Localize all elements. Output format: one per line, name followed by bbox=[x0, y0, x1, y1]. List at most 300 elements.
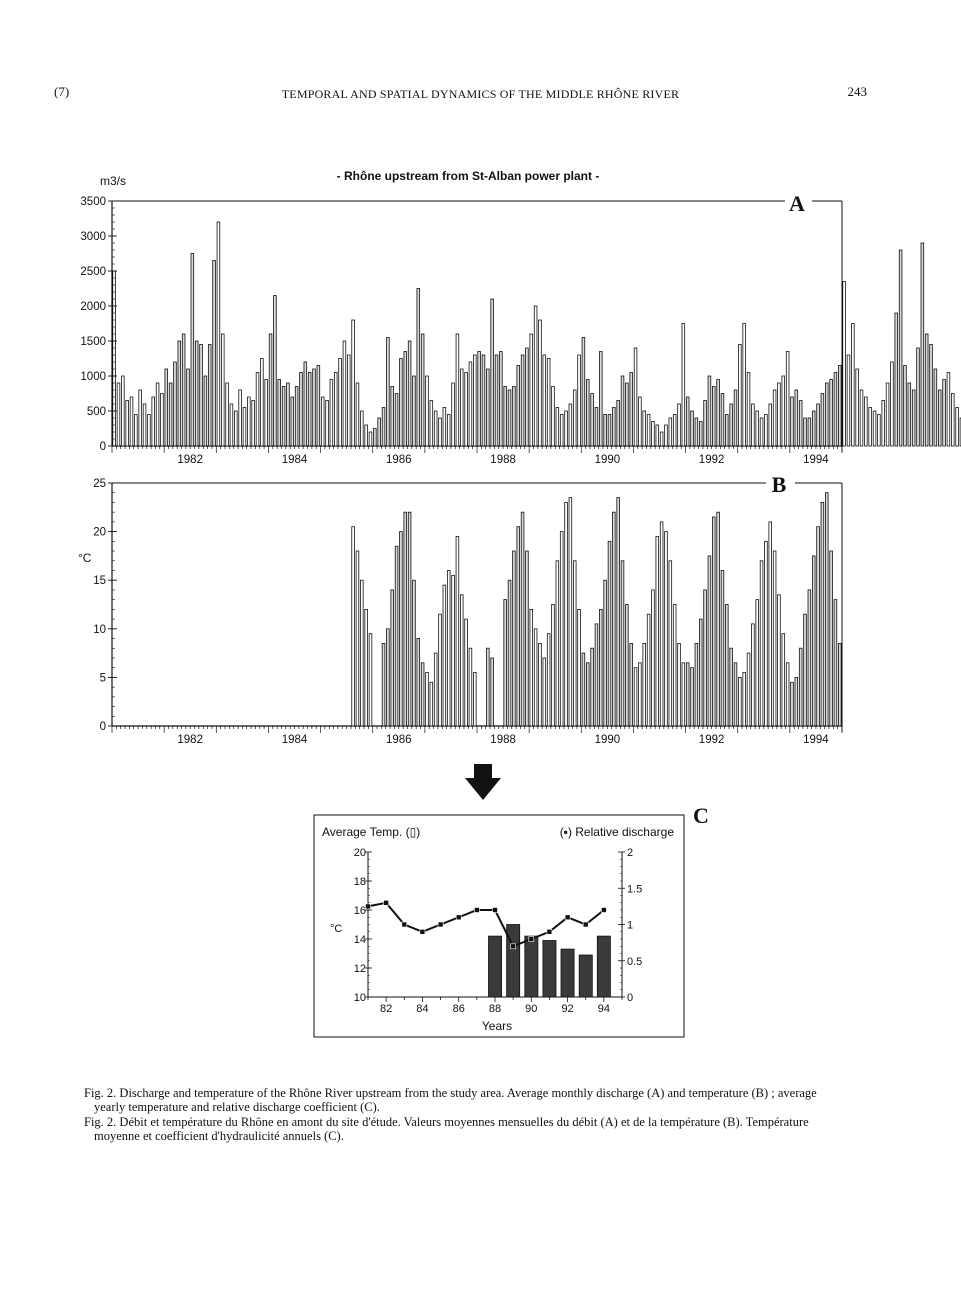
y-tick-label: 10 bbox=[93, 623, 106, 636]
data-bar bbox=[413, 580, 416, 726]
relative-discharge-point bbox=[547, 929, 552, 934]
data-bar bbox=[825, 383, 828, 446]
panel-a bbox=[80, 169, 961, 466]
data-bar bbox=[821, 394, 824, 447]
data-bar bbox=[804, 614, 807, 726]
data-bar bbox=[456, 334, 459, 446]
data-bar bbox=[891, 362, 894, 446]
data-bar bbox=[530, 609, 533, 726]
c-right-tick-label: 1 bbox=[627, 919, 634, 932]
data-bar bbox=[578, 609, 581, 726]
y-tick-label: 3000 bbox=[80, 231, 106, 243]
data-bar bbox=[691, 668, 694, 726]
data-bar bbox=[704, 401, 707, 447]
data-bar bbox=[208, 345, 211, 447]
data-bar bbox=[343, 341, 346, 446]
data-bar bbox=[760, 561, 763, 726]
y-tick-label: 0 bbox=[99, 721, 106, 733]
x-tick-label: 1994 bbox=[803, 734, 829, 746]
data-bar bbox=[595, 408, 598, 447]
relative-discharge-point bbox=[420, 929, 425, 934]
data-bar bbox=[717, 380, 720, 447]
c-left-tick-label: 14 bbox=[353, 934, 366, 946]
x-tick-label: 1994 bbox=[803, 454, 829, 466]
x-tick-label: 1992 bbox=[698, 734, 725, 746]
data-bar bbox=[148, 415, 151, 447]
data-bar bbox=[334, 373, 337, 447]
relative-discharge-point bbox=[583, 922, 588, 927]
data-bar bbox=[586, 663, 589, 726]
data-bar bbox=[760, 418, 763, 446]
data-bar bbox=[608, 415, 611, 447]
data-bar bbox=[643, 411, 646, 446]
panel-c-left-unit: °C bbox=[330, 923, 343, 935]
y-tick-label: 15 bbox=[93, 575, 106, 588]
data-bar bbox=[734, 390, 737, 446]
y-tick-label: 2000 bbox=[80, 301, 106, 313]
data-bar bbox=[300, 373, 303, 447]
data-bar bbox=[426, 673, 429, 727]
data-bar bbox=[730, 404, 733, 446]
data-bar bbox=[899, 250, 902, 446]
data-bar bbox=[865, 397, 868, 446]
panel-c-left-legend: Average Temp. (▯) bbox=[322, 825, 421, 839]
data-bar bbox=[287, 383, 290, 446]
data-bar bbox=[478, 352, 481, 447]
data-bar bbox=[430, 682, 433, 726]
data-bar bbox=[739, 345, 742, 447]
data-bar bbox=[543, 355, 546, 446]
data-bar bbox=[130, 397, 133, 446]
data-bar bbox=[552, 605, 555, 727]
c-x-tick-label: 86 bbox=[452, 1003, 465, 1015]
temperature-bar bbox=[525, 936, 538, 997]
data-bar bbox=[473, 355, 476, 446]
data-bar bbox=[569, 498, 572, 726]
data-bar bbox=[665, 425, 668, 446]
data-bar bbox=[582, 338, 585, 447]
data-bar bbox=[473, 673, 476, 727]
data-bar bbox=[943, 380, 946, 447]
data-bar bbox=[917, 348, 920, 446]
c-x-tick-label: 84 bbox=[416, 1003, 429, 1015]
data-bar bbox=[786, 352, 789, 447]
data-bar bbox=[752, 624, 755, 726]
data-bar bbox=[534, 629, 537, 726]
panel-a-title: - Rhône upstream from St-Alban power plant - bbox=[336, 169, 600, 183]
data-bar bbox=[421, 663, 424, 726]
data-bar bbox=[604, 580, 607, 726]
data-bar bbox=[408, 512, 411, 726]
data-bar bbox=[391, 590, 394, 726]
caption-french: Fig. 2. Débit et température du Rhône en amont du site d'étude. Valeurs moyennes mensuelles du débit (A) et de la température (B). Température moyenne et coefficient d'hydraulicité annuels (C). bbox=[84, 1115, 809, 1143]
data-bar bbox=[643, 643, 646, 726]
relative-discharge-point bbox=[565, 915, 570, 920]
data-bar bbox=[539, 320, 542, 446]
data-bar bbox=[465, 373, 468, 447]
data-bar bbox=[925, 334, 928, 446]
data-bar bbox=[817, 404, 820, 446]
relative-discharge-point bbox=[438, 922, 443, 927]
x-tick-label: 1986 bbox=[386, 734, 412, 746]
data-bar bbox=[882, 401, 885, 447]
data-bar bbox=[634, 348, 637, 446]
data-bar bbox=[421, 334, 424, 446]
x-tick-label: 1990 bbox=[594, 454, 621, 466]
data-bar bbox=[482, 355, 485, 446]
relative-discharge-point bbox=[474, 908, 479, 913]
data-bar bbox=[187, 369, 190, 446]
data-bar bbox=[769, 404, 772, 446]
data-bar bbox=[808, 590, 811, 726]
data-bar bbox=[799, 648, 802, 726]
y-tick-label: 3500 bbox=[80, 196, 106, 208]
data-bar bbox=[230, 404, 233, 446]
page-number: 243 bbox=[847, 84, 867, 99]
data-bar bbox=[586, 380, 589, 447]
data-bar bbox=[791, 682, 794, 726]
x-tick-label: 1984 bbox=[281, 454, 308, 466]
panel-c-right-legend: (▪) Relative discharge bbox=[559, 825, 674, 839]
running-header-left: (7) bbox=[54, 84, 70, 99]
data-bar bbox=[560, 532, 563, 726]
data-bar bbox=[404, 512, 407, 726]
data-bar bbox=[934, 369, 937, 446]
data-bar bbox=[695, 418, 698, 446]
x-tick-label: 1992 bbox=[698, 454, 725, 466]
data-bar bbox=[708, 556, 711, 726]
data-bar bbox=[678, 404, 681, 446]
data-bar bbox=[560, 415, 563, 447]
data-bar bbox=[182, 334, 185, 446]
data-bar bbox=[504, 600, 507, 726]
data-bar bbox=[630, 643, 633, 726]
data-bar bbox=[143, 404, 146, 446]
data-bar bbox=[639, 397, 642, 446]
data-bar bbox=[452, 575, 455, 726]
data-bar bbox=[247, 397, 250, 446]
panel-b bbox=[78, 472, 842, 746]
data-bar bbox=[204, 376, 207, 446]
data-bar bbox=[226, 383, 229, 446]
c-right-tick-label: 1.5 bbox=[627, 883, 643, 896]
data-bar bbox=[938, 390, 941, 446]
x-tick-label: 1986 bbox=[386, 454, 412, 466]
data-bar bbox=[843, 282, 846, 447]
data-bar bbox=[495, 355, 498, 446]
data-bar bbox=[791, 397, 794, 446]
data-bar bbox=[782, 634, 785, 726]
data-bar bbox=[391, 387, 394, 447]
data-bar bbox=[317, 366, 320, 447]
data-bar bbox=[491, 658, 494, 726]
data-bar bbox=[135, 415, 138, 447]
data-bar bbox=[387, 629, 390, 726]
data-bar bbox=[569, 404, 572, 446]
data-bar bbox=[821, 502, 824, 726]
data-bar bbox=[117, 383, 120, 446]
data-bar bbox=[508, 580, 511, 726]
data-bar bbox=[539, 643, 542, 726]
data-bar bbox=[434, 411, 437, 446]
data-bar bbox=[460, 595, 463, 726]
relative-discharge-point bbox=[402, 922, 407, 927]
data-bar bbox=[517, 527, 520, 726]
temperature-bar bbox=[543, 941, 556, 998]
data-bar bbox=[712, 387, 715, 447]
data-bar bbox=[369, 432, 372, 446]
data-bar bbox=[608, 541, 611, 726]
data-bar bbox=[434, 653, 437, 726]
panel-c-xlabel: Years bbox=[481, 1019, 513, 1033]
relative-discharge-point bbox=[529, 937, 534, 942]
data-bar bbox=[743, 324, 746, 447]
c-right-tick-label: 0 bbox=[627, 992, 634, 1004]
data-bar bbox=[265, 380, 268, 447]
data-bar bbox=[521, 512, 524, 726]
data-bar bbox=[747, 373, 750, 447]
data-bar bbox=[543, 658, 546, 726]
data-bar bbox=[817, 527, 820, 726]
data-bar bbox=[773, 390, 776, 446]
panel-b-unit: °C bbox=[78, 551, 92, 565]
data-bar bbox=[634, 668, 637, 726]
y-tick-label: 1500 bbox=[80, 336, 106, 348]
data-bar bbox=[330, 380, 333, 447]
data-bar bbox=[725, 605, 728, 727]
data-bar bbox=[739, 677, 742, 726]
data-bar bbox=[578, 355, 581, 446]
c-left-tick-label: 18 bbox=[353, 876, 366, 888]
data-bar bbox=[517, 366, 520, 447]
panel-b-letter: B bbox=[771, 472, 787, 497]
data-bar bbox=[269, 334, 272, 446]
data-bar bbox=[612, 512, 615, 726]
data-bar bbox=[834, 600, 837, 726]
data-bar bbox=[195, 341, 198, 446]
data-bar bbox=[673, 415, 676, 447]
data-bar bbox=[513, 387, 516, 447]
data-bar bbox=[799, 401, 802, 447]
data-bar bbox=[360, 580, 363, 726]
data-bar bbox=[678, 643, 681, 726]
x-tick-label: 1982 bbox=[177, 454, 203, 466]
data-bar bbox=[295, 387, 298, 447]
data-bar bbox=[308, 373, 311, 447]
data-bar bbox=[417, 289, 420, 447]
data-bar bbox=[152, 397, 155, 446]
data-bar bbox=[838, 643, 841, 726]
data-bar bbox=[730, 648, 733, 726]
temperature-bar bbox=[561, 949, 574, 997]
c-left-tick-label: 10 bbox=[353, 992, 366, 1004]
data-bar bbox=[691, 411, 694, 446]
data-bar bbox=[921, 243, 924, 446]
data-bar bbox=[808, 418, 811, 446]
data-bar bbox=[534, 306, 537, 446]
data-bar bbox=[530, 334, 533, 446]
data-bar bbox=[621, 561, 624, 726]
data-bar bbox=[652, 422, 655, 447]
data-bar bbox=[812, 556, 815, 726]
relative-discharge-point bbox=[493, 908, 498, 913]
data-bar bbox=[469, 362, 472, 446]
relative-discharge-point bbox=[384, 900, 389, 905]
data-bar bbox=[704, 590, 707, 726]
data-bar bbox=[234, 411, 237, 446]
data-bar bbox=[825, 493, 828, 726]
data-bar bbox=[673, 605, 676, 727]
data-bar bbox=[552, 387, 555, 447]
data-bar bbox=[408, 341, 411, 446]
data-bar bbox=[291, 397, 294, 446]
relative-discharge-point bbox=[511, 944, 516, 949]
x-tick-label: 1984 bbox=[281, 734, 308, 746]
data-bar bbox=[591, 394, 594, 447]
data-bar bbox=[725, 415, 728, 447]
data-bar bbox=[712, 517, 715, 726]
c-x-tick-label: 82 bbox=[380, 1003, 393, 1015]
data-bar bbox=[278, 380, 281, 447]
data-bar bbox=[352, 320, 355, 446]
data-bar bbox=[313, 369, 316, 446]
data-bar bbox=[456, 537, 459, 727]
data-bar bbox=[486, 369, 489, 446]
data-bar bbox=[447, 571, 450, 727]
c-left-tick-label: 16 bbox=[353, 905, 366, 917]
data-bar bbox=[326, 401, 329, 447]
data-bar bbox=[660, 432, 663, 446]
data-bar bbox=[795, 677, 798, 726]
data-bar bbox=[873, 411, 876, 446]
data-bar bbox=[630, 373, 633, 447]
data-bar bbox=[556, 408, 559, 447]
data-bar bbox=[304, 362, 307, 446]
data-bar bbox=[860, 390, 863, 446]
data-bar bbox=[439, 614, 442, 726]
data-bar bbox=[765, 541, 768, 726]
data-bar bbox=[191, 254, 194, 447]
y-tick-label: 5 bbox=[99, 672, 106, 685]
data-bar bbox=[243, 408, 246, 447]
data-bar bbox=[400, 532, 403, 726]
data-bar bbox=[812, 411, 815, 446]
data-bar bbox=[339, 359, 342, 447]
data-bar bbox=[547, 634, 550, 726]
data-bar bbox=[639, 663, 642, 726]
data-bar bbox=[695, 643, 698, 726]
data-bar bbox=[756, 600, 759, 726]
data-bar bbox=[486, 648, 489, 726]
data-bar bbox=[895, 313, 898, 446]
temperature-bar bbox=[579, 955, 592, 997]
data-bar bbox=[752, 404, 755, 446]
data-bar bbox=[352, 527, 355, 726]
c-left-tick-label: 20 bbox=[353, 847, 366, 859]
data-bar bbox=[282, 387, 285, 447]
data-bar bbox=[617, 498, 620, 726]
data-bar bbox=[465, 619, 468, 726]
data-bar bbox=[573, 561, 576, 726]
data-bar bbox=[652, 590, 655, 726]
panel-c bbox=[314, 803, 709, 1037]
data-bar bbox=[908, 383, 911, 446]
data-bar bbox=[491, 299, 494, 446]
data-bar bbox=[500, 352, 503, 447]
data-bar bbox=[547, 359, 550, 447]
data-bar bbox=[708, 376, 711, 446]
c-x-tick-label: 88 bbox=[488, 1003, 502, 1015]
data-bar bbox=[721, 571, 724, 727]
data-bar bbox=[360, 411, 363, 446]
data-bar bbox=[261, 359, 264, 447]
down-arrow-icon bbox=[465, 764, 501, 800]
c-x-tick-label: 94 bbox=[597, 1003, 610, 1015]
data-bar bbox=[686, 663, 689, 726]
panel-a-unit: m3/s bbox=[100, 174, 127, 188]
data-bar bbox=[765, 415, 768, 447]
data-bar bbox=[595, 624, 598, 726]
data-bar bbox=[604, 415, 607, 447]
data-bar bbox=[778, 383, 781, 446]
data-bar bbox=[404, 352, 407, 447]
y-tick-label: 1000 bbox=[80, 371, 106, 383]
y-tick-label: 20 bbox=[93, 526, 106, 539]
relative-discharge-point bbox=[456, 915, 461, 920]
data-bar bbox=[174, 362, 177, 446]
data-bar bbox=[778, 595, 781, 726]
data-bar bbox=[782, 376, 785, 446]
data-bar bbox=[113, 271, 116, 446]
data-bar bbox=[869, 408, 872, 447]
y-tick-label: 0 bbox=[99, 441, 106, 453]
data-bar bbox=[612, 408, 615, 447]
data-bar bbox=[413, 376, 416, 446]
temperature-bar bbox=[489, 936, 502, 997]
data-bar bbox=[656, 537, 659, 727]
x-tick-label: 1982 bbox=[177, 734, 203, 746]
data-bar bbox=[769, 522, 772, 726]
data-bar bbox=[126, 401, 129, 447]
relative-discharge-point bbox=[366, 904, 371, 909]
data-bar bbox=[217, 222, 220, 446]
c-x-tick-label: 90 bbox=[525, 1003, 538, 1015]
data-bar bbox=[956, 408, 959, 447]
data-bar bbox=[526, 348, 529, 446]
x-tick-label: 1990 bbox=[594, 734, 621, 746]
data-bar bbox=[621, 376, 624, 446]
data-bar bbox=[599, 609, 602, 726]
data-bar bbox=[734, 663, 737, 726]
data-bar bbox=[847, 355, 850, 446]
data-bar bbox=[121, 376, 124, 446]
data-bar bbox=[356, 383, 359, 446]
data-bar bbox=[382, 643, 385, 726]
data-bar bbox=[239, 390, 242, 446]
data-bar bbox=[387, 338, 390, 447]
data-bar bbox=[886, 383, 889, 446]
y-tick-label: 2500 bbox=[80, 266, 106, 278]
data-bar bbox=[660, 522, 663, 726]
data-bar bbox=[565, 502, 568, 726]
data-bar bbox=[165, 369, 168, 446]
data-bar bbox=[321, 397, 324, 446]
data-bar bbox=[795, 390, 798, 446]
data-bar bbox=[904, 366, 907, 447]
data-bar bbox=[682, 663, 685, 726]
data-bar bbox=[682, 324, 685, 447]
panel-a-letter: A bbox=[789, 191, 805, 216]
